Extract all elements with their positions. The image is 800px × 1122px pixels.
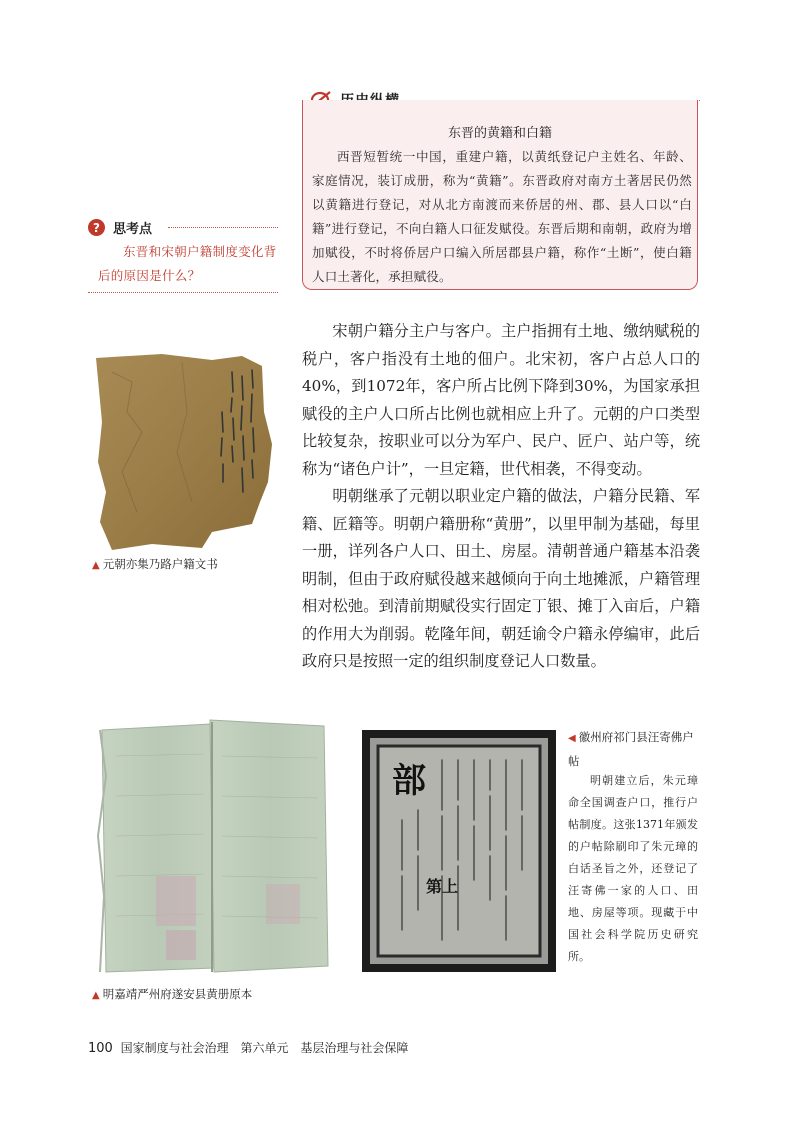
svg-text:?: ? <box>93 221 100 235</box>
history-box-text: 西晋短暂统一中国，重建户籍，以黄纸登记户主姓名、年龄、家庭情况，装订成册，称为“黄籍”。东晋政府对南方土著居民仍然以黄籍进行登记，对从北方南渡而来侨居的州、郡、县人口以“白籍”进行登记，不向白籍人口征发赋役。东晋后期和南朝，政府为增加赋役，不时将侨居户口编入所居郡县户籍，称作“土断”，使白籍人口土著化，承担赋役。 <box>312 149 692 284</box>
ming-yellow-register-image <box>96 716 332 976</box>
book-title: 国家制度与社会治理 <box>120 1041 229 1055</box>
think-box-rule-bottom <box>88 292 278 293</box>
certificate-big-character: 部 <box>392 761 426 801</box>
main-paragraph-ming-qing: 明朝继承了元朝以职业定户籍的做法，户籍分民籍、军籍、匠籍等。明朝户籍册称“黄册”，以里甲制为基础，每里一册，详列各户人口、田土、房屋。清朝普通户籍基本沿袭明制，但由于政府赋役越来越倾向于向土地摊派，户籍管理相对松弛。到清前期赋役实行固定丁银、摊丁入亩后，户籍的作用大为削弱。乾隆年间，朝廷谕令户籍永停编审，此后政府只是按照一定的组织制度登记人口数量。 <box>302 487 700 670</box>
certificate-stamp-text: 第上 <box>426 877 459 896</box>
question-icon <box>88 219 105 236</box>
think-box-header <box>88 218 152 237</box>
caption-triangle-icon: ▲ <box>92 990 100 1001</box>
huizhou-certificate-caption: ◀ 徽州府祁门县汪寄佛户帖 <box>568 730 694 768</box>
unit-number: 第六单元 <box>240 1041 289 1055</box>
think-question: 东晋和宋朝户籍制度变化背后的原因是什么？ <box>98 244 277 283</box>
think-box-rule-top <box>168 227 278 228</box>
caption-triangle-icon: ▲ <box>92 560 100 571</box>
yuan-household-document-image <box>92 352 278 552</box>
main-paragraph-song-yuan: 宋朝户籍分主户与客户。主户指拥有土地、缴纳赋税的税户，客户指没有土地的佃户。北宋初，客户占总人口的40%，到1072年，客户所占比例下降到30%，为国家承担赋役的主户人口所占比例也就相应上升了。元朝的户口类型比较复杂，按职业可以分为军户、民户、匠户、站户等，统称为“诸色户计”，一旦定籍，世代相袭，不得变动。 <box>302 322 700 478</box>
huizhou-household-certificate-image <box>362 730 556 972</box>
main-text <box>302 318 700 676</box>
page-number: 100 <box>88 1041 113 1056</box>
think-box-label: 思考点 <box>113 222 153 237</box>
caption-triangle-left-icon: ◀ <box>568 733 576 744</box>
yuan-document-caption: ▲ 元朝亦集乃路户籍文书 <box>92 557 218 571</box>
page-footer <box>88 1039 408 1056</box>
huizhou-certificate-description: 明朝建立后，朱元璋命全国调查户口，推行户帖制度。这张1371年颁发的户帖除刷印了朱元璋的白话圣旨之外，还登记了汪寄佛一家的人口、田地、房屋等项。现藏于中国社会科学院历史研究所。 <box>568 774 698 963</box>
history-box-title: 东晋的黄籍和白籍 <box>447 126 552 141</box>
unit-title: 基层治理与社会保障 <box>300 1041 409 1055</box>
ming-register-caption: ▲ 明嘉靖严州府遂安县黄册原本 <box>92 987 253 1001</box>
